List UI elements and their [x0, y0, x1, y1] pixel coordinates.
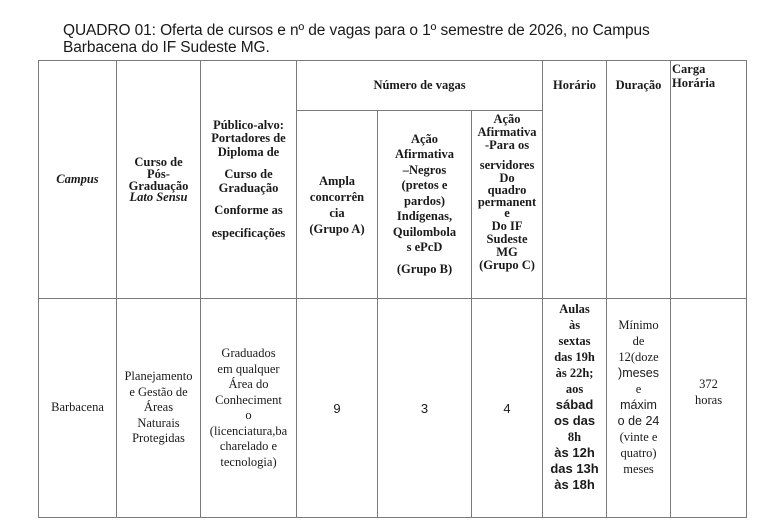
cell-horario-line: Aulas	[559, 302, 590, 316]
cell-duracao-line: )meses	[618, 366, 660, 380]
header-grupo-c-line: Do IF	[491, 218, 523, 233]
cell-publico-line: em qualquer	[217, 361, 280, 376]
cell-duracao-line: máxim	[620, 398, 657, 412]
header-grupo-a-line: cia	[329, 205, 345, 220]
cell-carga-line: horas	[694, 393, 723, 407]
header-carga-horaria	[671, 61, 747, 299]
header-grupo-c-line: -Para os	[484, 138, 530, 152]
cell-carga-line: 372	[699, 377, 718, 391]
header-grupo-b-line: Indígenas,	[396, 209, 453, 224]
header-grupo-c-line: e	[504, 206, 510, 220]
header-grupo-c-line: permanent	[477, 194, 537, 209]
cell-horario-line: às 18h	[554, 477, 595, 492]
header-grupo-b	[378, 111, 472, 299]
header-duracao: Duração	[607, 61, 671, 299]
header-curso-line: Curso de	[134, 154, 183, 169]
cell-carga-horaria	[671, 299, 747, 518]
header-grupo-b-line: (Grupo B)	[396, 261, 453, 276]
header-grupo-b-line: (pretos e	[401, 178, 448, 193]
header-publico-line: Curso de	[224, 167, 273, 182]
header-grupo-c-line: Sudeste	[486, 231, 528, 246]
header-grupo-a	[297, 111, 378, 299]
cell-horario-line: das 13h	[550, 461, 599, 476]
cell-duracao-line: meses	[623, 462, 654, 476]
table-row	[39, 299, 747, 518]
cell-horario-line: às 12h	[554, 445, 595, 460]
cell-publico-line: (licenciatura,ba	[209, 423, 288, 438]
header-curso-line: Graduação	[128, 178, 189, 193]
header-grupo-c-line: Do	[499, 171, 515, 185]
header-carga-line: Horária	[672, 75, 716, 90]
cell-vagas-grupo-b: 3	[378, 299, 472, 518]
cell-publico-line: Área do	[228, 377, 269, 391]
header-grupo-b-line: Afirmativa	[394, 147, 454, 162]
cell-horario-line: aos	[565, 382, 584, 396]
cell-publico-line: Graduados	[221, 346, 276, 360]
header-grupo-b-line: Quilombola	[392, 224, 457, 239]
cell-duracao-line: o de 24	[617, 414, 660, 428]
cell-horario-line: às 22h;	[555, 366, 594, 380]
cell-publico-line: tecnologia)	[220, 454, 277, 469]
header-grupo-a-line: (Grupo A)	[309, 221, 365, 236]
cell-horario-line: sábad	[555, 397, 594, 412]
header-publico-line: Público-alvo:	[213, 117, 284, 132]
header-publico-line: Diploma de	[217, 144, 280, 159]
header-curso	[117, 61, 201, 299]
header-grupo-a-line: concorrên	[309, 189, 365, 204]
cell-duracao	[607, 299, 671, 518]
cell-duracao-line: (vinte e	[619, 430, 658, 444]
header-campus: Campus	[39, 61, 117, 299]
header-publico-line: Graduação	[218, 180, 279, 195]
cell-horario-line: das 19h	[554, 350, 595, 364]
caption-line-2: Barbacena do IF Sudeste MG.	[63, 39, 270, 56]
header-grupo-c-line: servidores	[479, 158, 535, 172]
header-grupo-c-line: quadro	[487, 183, 527, 197]
cell-horario-line: às	[568, 318, 581, 332]
cell-duracao-line: 12(doze	[618, 350, 659, 364]
header-curso-line: Pós-	[147, 167, 170, 181]
cell-vagas-grupo-c: 4	[472, 299, 543, 518]
cell-horario-line: os das	[553, 413, 596, 428]
header-grupo-c-line: Afirmativa	[477, 125, 537, 139]
cell-vagas-grupo-a: 9	[297, 299, 378, 518]
header-publico-alvo	[201, 61, 297, 299]
vagas-table	[38, 60, 747, 518]
cell-horario-line: sextas	[558, 334, 591, 348]
header-publico-line: especificações	[211, 225, 286, 240]
cell-curso-line: Protegidas	[132, 431, 185, 446]
table-caption	[63, 22, 743, 56]
header-grupo-c	[472, 111, 543, 299]
caption-line-1: QUADRO 01: Oferta de cursos e nº de vagas para o 1º semestre de 2026, no Campus	[63, 22, 650, 39]
cell-curso-line: Áreas	[143, 400, 174, 415]
header-grupo-b-line: Ação	[410, 131, 439, 146]
header-publico-line: Portadores de	[211, 131, 286, 146]
cell-campus: Barbacena	[39, 299, 117, 518]
cell-duracao-line: e	[635, 382, 642, 396]
header-curso-line: Lato Sensu	[129, 190, 188, 204]
header-carga-line: Carga	[672, 62, 706, 76]
cell-duracao-line: de	[632, 334, 645, 348]
cell-curso-line: Naturais	[137, 415, 180, 430]
cell-duracao-line: Mínimo	[618, 318, 659, 332]
header-grupo-b-line: pardos)	[404, 193, 445, 208]
cell-publico-line: Conheciment	[215, 392, 282, 407]
header-horario: Horário	[543, 61, 607, 299]
cell-curso-line: Planejamento	[124, 369, 193, 384]
cell-publico-line: charelado e	[219, 439, 278, 453]
cell-curso-line: e Gestão de	[129, 384, 188, 399]
header-publico-line: Conforme as	[214, 203, 283, 218]
header-grupo-c-line: (Grupo C)	[479, 257, 535, 272]
cell-publico-line: o	[245, 408, 252, 422]
header-grupo-a-line: Ampla	[318, 173, 356, 188]
cell-publico-alvo	[201, 299, 297, 518]
header-grupo-b-line: –Negros	[402, 162, 447, 177]
header-numero-vagas: Número de vagas	[297, 61, 543, 111]
header-grupo-c-line: Ação	[493, 112, 521, 126]
cell-curso	[117, 299, 201, 518]
header-grupo-c-line: MG	[496, 244, 518, 259]
cell-horario-line: 8h	[567, 430, 582, 444]
header-row-1	[39, 61, 747, 111]
cell-horario	[543, 299, 607, 518]
cell-duracao-line: quatro)	[620, 446, 657, 460]
header-grupo-b-line: s ePcD	[406, 240, 443, 255]
